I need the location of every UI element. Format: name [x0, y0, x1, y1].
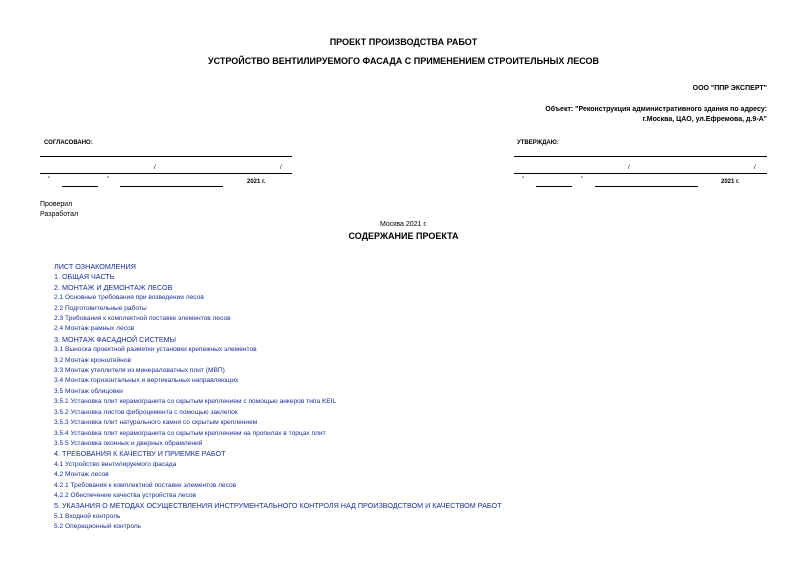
quote-mark: ": [581, 177, 584, 183]
month-line: [120, 186, 223, 187]
toc-item[interactable]: 3.5.2 Установка листов фиброцемента с помощью заклепок: [54, 408, 238, 416]
approved-label: УТВЕРЖДАЮ:: [517, 140, 559, 146]
toc-item[interactable]: 3. МОНТАЖ ФАСАДНОЙ СИСТЕМЫ: [54, 334, 177, 344]
slash-mark: /: [280, 165, 282, 171]
toc-item[interactable]: 4.2 Монтаж лесов: [54, 471, 109, 479]
toc-item[interactable]: 3.5.3 Установка плит натурального камня со скрытым креплением: [54, 419, 258, 427]
toc-item[interactable]: 3.5.1 Установка плит керамогранита со скрытым креплением с помощью анкеров типа KEIL: [54, 398, 337, 406]
document-title: ПРОЕКТ ПРОИЗВОДСТВА РАБОТ: [329, 37, 478, 47]
toc-item[interactable]: 4. ТРЕБОВАНИЯ К КАЧЕСТВУ И ПРИЕМКЕ РАБОТ: [54, 449, 226, 459]
checked-by-label: Проверил: [40, 201, 73, 208]
toc-item[interactable]: 4.2.2 Обеспечение качества устройства лесов: [54, 491, 196, 499]
toc-item[interactable]: 4.1 Устройство вентилируемого фасада: [54, 460, 177, 468]
divider-line: [514, 156, 767, 157]
toc-item[interactable]: 3.5 Монтаж облицовки: [54, 387, 123, 395]
contents-title: СОДЕРЖАНИЕ ПРОЕКТА: [348, 231, 459, 241]
toc-item[interactable]: 2.4 Монтаж рамных лесов: [54, 325, 135, 333]
object-line-2: г.Москва, ЦАО, ул.Ефремова, д.9-А": [642, 116, 767, 123]
object-description: [545, 105, 767, 125]
toc-item[interactable]: 1. ОБЩАЯ ЧАСТЬ: [54, 272, 115, 282]
slash-mark: /: [628, 165, 630, 171]
object-line-1: Объект: "Реконструкция административного здания по адресу:: [545, 106, 767, 113]
slash-mark: /: [154, 165, 156, 171]
toc-item[interactable]: 5.1 Входной контроль: [54, 512, 121, 520]
company-name: ООО "ППР ЭКСПЕРТ": [692, 85, 767, 92]
day-line: [536, 186, 572, 187]
toc-item[interactable]: 3.5.4 Установка плит керамогранита со скрытым креплением на пропилах в торцах плит: [54, 429, 326, 437]
toc-item[interactable]: 2. МОНТАЖ И ДЕМОНТАЖ ЛЕСОВ: [54, 282, 173, 292]
toc-item[interactable]: 3.4 Монтаж горизонтальных и вертикальных направляющих: [54, 377, 239, 385]
toc-item[interactable]: 3.1 Выноска проектной разметки установки крепежных элементов: [54, 346, 257, 354]
signature-line: [514, 173, 767, 174]
toc-item[interactable]: 2.2 Подготовительные работы: [54, 304, 147, 312]
year-text: 2021 г.: [721, 179, 740, 185]
signature-line: [40, 173, 292, 174]
day-line: [62, 186, 98, 187]
toc-item[interactable]: 3.3 Монтаж утеплителя из минераловатных плит (МВП): [54, 367, 225, 375]
toc-item[interactable]: 2.3 Требования к комплектной поставке элементов лесов: [54, 315, 231, 323]
quote-mark: ": [107, 177, 110, 183]
developed-by-label: Разработал: [40, 211, 79, 218]
city-year: Москва 2021 г.: [379, 221, 427, 228]
quote-mark: ": [48, 177, 51, 183]
toc-item[interactable]: 2.1 Основные требования при возведении лесов: [54, 294, 204, 302]
toc-item[interactable]: 3.5.5 Установка оконных и дверных обрамлений: [54, 439, 203, 447]
toc-item[interactable]: ЛИСТ ОЗНАКОМЛЕНИЯ: [54, 262, 136, 271]
divider-line: [40, 156, 292, 157]
slash-mark: /: [754, 165, 756, 171]
toc-item[interactable]: 5. УКАЗАНИЯ О МЕТОДАХ ОСУЩЕСТВЛЕНИЯ ИНСТРУМЕНТАЛЬНОГО КОНТРОЛЯ НАД ПРОИЗВОДСТВОМ И КАЧЕСТВОМ РАБОТ: [54, 501, 502, 511]
table-of-contents: [54, 262, 501, 533]
toc-item[interactable]: 3.2 Монтаж кронштейнов: [54, 356, 131, 364]
agreed-label: СОГЛАСОВАНО:: [44, 140, 93, 146]
document-subtitle: УСТРОЙСТВО ВЕНТИЛИРУЕМОГО ФАСАДА С ПРИМЕНЕНИЕМ СТРОИТЕЛЬНЫХ ЛЕСОВ: [208, 56, 599, 66]
toc-item[interactable]: 5.2 Операционный контроль: [54, 523, 142, 531]
year-text: 2021 г.: [247, 179, 266, 185]
month-line: [595, 186, 698, 187]
quote-mark: ": [522, 177, 525, 183]
toc-item[interactable]: 4.2.1 Требования к комплектной поставке элементов лесов: [54, 481, 237, 489]
